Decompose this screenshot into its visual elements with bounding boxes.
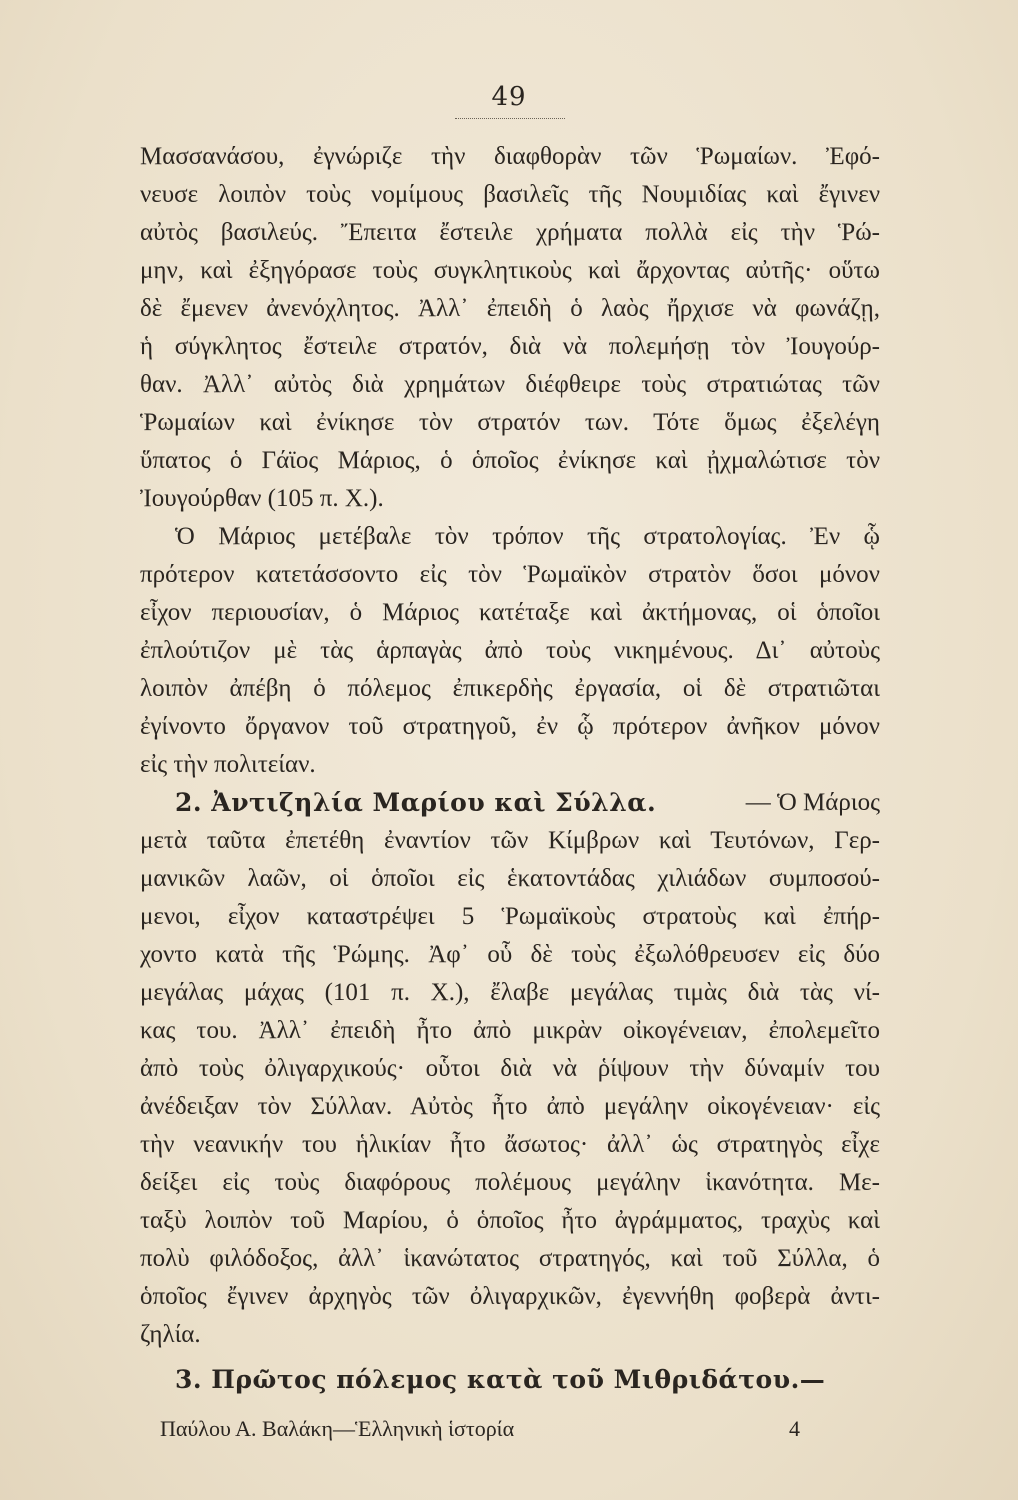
text-line: ὁποῖος ἔγινεν ἀρχηγὸς τῶν ὀλιγαρχικῶν, ἐγεννήθη φοβερὰ ἀντι-	[140, 1283, 880, 1310]
text-line: ἀνέδειξαν τὸν Σύλλαν. Αὐτὸς ἦτο ἀπὸ μεγάλην οἰκογένειαν· εἰς	[140, 1093, 880, 1120]
text-line: δείξει εἰς τοὺς διαφόρους πολέμους μεγάλην ἱκανότητα. Με-	[140, 1169, 880, 1196]
text-line: μενοι, εἶχον καταστρέψει 5 Ῥωμαϊκοὺς στρατοὺς καὶ ἐπήρ-	[140, 903, 880, 930]
text-line: ἐπλούτιζον μὲ τὰς ἁρπαγὰς ἀπὸ τοὺς νικημένους. Δι᾿ αὐτοὺς	[140, 637, 880, 664]
text-line: λοιπὸν ἀπέβη ὁ πόλεμος ἐπικερδὴς ἐργασία, οἱ δὲ στρατιῶται	[140, 675, 880, 702]
footer-book-title: Παύλου Α. Βαλάκη—Ἑλληνικὴ ἱστορία	[160, 1416, 515, 1441]
text-line: ἡ σύγκλητος ἔστειλε στρατόν, διὰ νὰ πολεμήσῃ τὸν Ἰουγούρ-	[140, 333, 880, 360]
text-line: τὴν νεανικήν του ἡλικίαν ἦτο ἄσωτος· ἀλλ᾿ ὡς στρατηγὸς εἶχε	[140, 1131, 880, 1158]
text-line: μετὰ ταῦτα ἐπετέθη ἐναντίον τῶν Κίμβρων καὶ Τευτόνων, Γερ-	[140, 827, 880, 854]
text-line: εἰς τὴν πολιτείαν.	[140, 751, 316, 778]
text-line: πολὺ φιλόδοξος, ἀλλ᾿ ἱκανώτατος στρατηγός, καὶ τοῦ Σύλλα, ὁ	[140, 1245, 880, 1272]
text-line: δὲ ἔμενεν ἀνενόχλητος. Ἀλλ᾿ ἐπειδὴ ὁ λαὸς ἤρχισε νὰ φωνάζῃ,	[140, 295, 880, 322]
text-line: μην, καὶ ἐξηγόρασε τοὺς συγκλητικοὺς καὶ ἄρχοντας αὐτῆς· οὕτω	[140, 257, 880, 284]
section-heading-3: 3. Πρῶτος πόλεμος κατὰ τοῦ Μιθριδάτου.—	[175, 1365, 826, 1394]
page-number: 49	[491, 82, 527, 112]
page-number-rule	[455, 118, 565, 119]
text-line: θαν. Ἀλλ᾿ αὐτὸς διὰ χρημάτων διέφθειρε τοὺς στρατιώτας τῶν	[140, 371, 880, 398]
section-heading-2: 2. Ἀντιζηλία Μαρίου καὶ Σύλλα.	[175, 788, 657, 817]
text-line: Ἰουγούρθαν (105 π. Χ.).	[140, 485, 384, 512]
footer-signature-number: 4	[789, 1416, 800, 1441]
text-line: Μασσανάσου, ἐγνώριζε τὴν διαφθορὰν τῶν Ῥωμαίων. Ἐφό-	[140, 143, 880, 170]
text-line: ζηλία.	[140, 1321, 201, 1348]
text-line: μανικῶν λαῶν, οἱ ὁποῖοι εἰς ἑκατοντάδας χιλιάδων συμποσού-	[140, 865, 880, 892]
text-line: — Ὁ Μάριος	[745, 789, 880, 816]
text-line: ἐγίνοντο ὄργανον τοῦ στρατηγοῦ, ἐν ᾧ πρότερον ἀνῆκον μόνον	[140, 713, 880, 740]
page-footer	[160, 1416, 800, 1442]
text-line: ταξὺ λοιπὸν τοῦ Μαρίου, ὁ ὁποῖος ἦτο ἀγράμματος, τραχὺς καὶ	[140, 1207, 880, 1234]
text-line: χοντο κατὰ τῆς Ῥώμης. Ἀφ᾿ οὗ δὲ τοὺς ἐξωλόθρευσεν εἰς δύο	[140, 941, 880, 968]
text-line: πρότερον κατετάσσοντο εἰς τὸν Ῥωμαϊκὸν στρατὸν ὅσοι μόνον	[140, 561, 880, 588]
text-line: κας του. Ἀλλ᾿ ἐπειδὴ ἦτο ἀπὸ μικρὰν οἰκογένειαν, ἐπολεμεῖτο	[140, 1017, 880, 1044]
text-line: νευσε λοιπὸν τοὺς νομίμους βασιλεῖς τῆς Νουμιδίας καὶ ἔγινεν	[140, 181, 880, 208]
text-line: ὕπατος ὁ Γάϊος Μάριος, ὁ ὁποῖος ἐνίκησε καὶ ᾐχμαλώτισε τὸν	[140, 447, 880, 474]
text-line: αὐτὸς βασιλεύς. Ἔπειτα ἔστειλε χρήματα πολλὰ εἰς τὴν Ῥώ-	[140, 219, 880, 246]
text-line: Ῥωμαίων καὶ ἐνίκησε τὸν στρατόν των. Τότε ὅμως ἐξελέγη	[140, 409, 880, 436]
text-line: μεγάλας μάχας (101 π. Χ.), ἔλαβε μεγάλας τιμὰς διὰ τὰς νί-	[140, 979, 880, 1006]
text-line: Ὁ Μάριος μετέβαλε τὸν τρόπον τῆς στρατολογίας. Ἐν ᾧ	[175, 523, 880, 550]
text-line: εἶχον περιουσίαν, ὁ Μάριος κατέταξε καὶ ἀκτήμονας, οἱ ὁποῖοι	[140, 599, 880, 626]
section-2-first-line	[175, 788, 880, 818]
text-line: ἀπὸ τοὺς ὀλιγαρχικούς· οὗτοι διὰ νὰ ῥίψουν τὴν δύναμίν του	[140, 1055, 880, 1082]
